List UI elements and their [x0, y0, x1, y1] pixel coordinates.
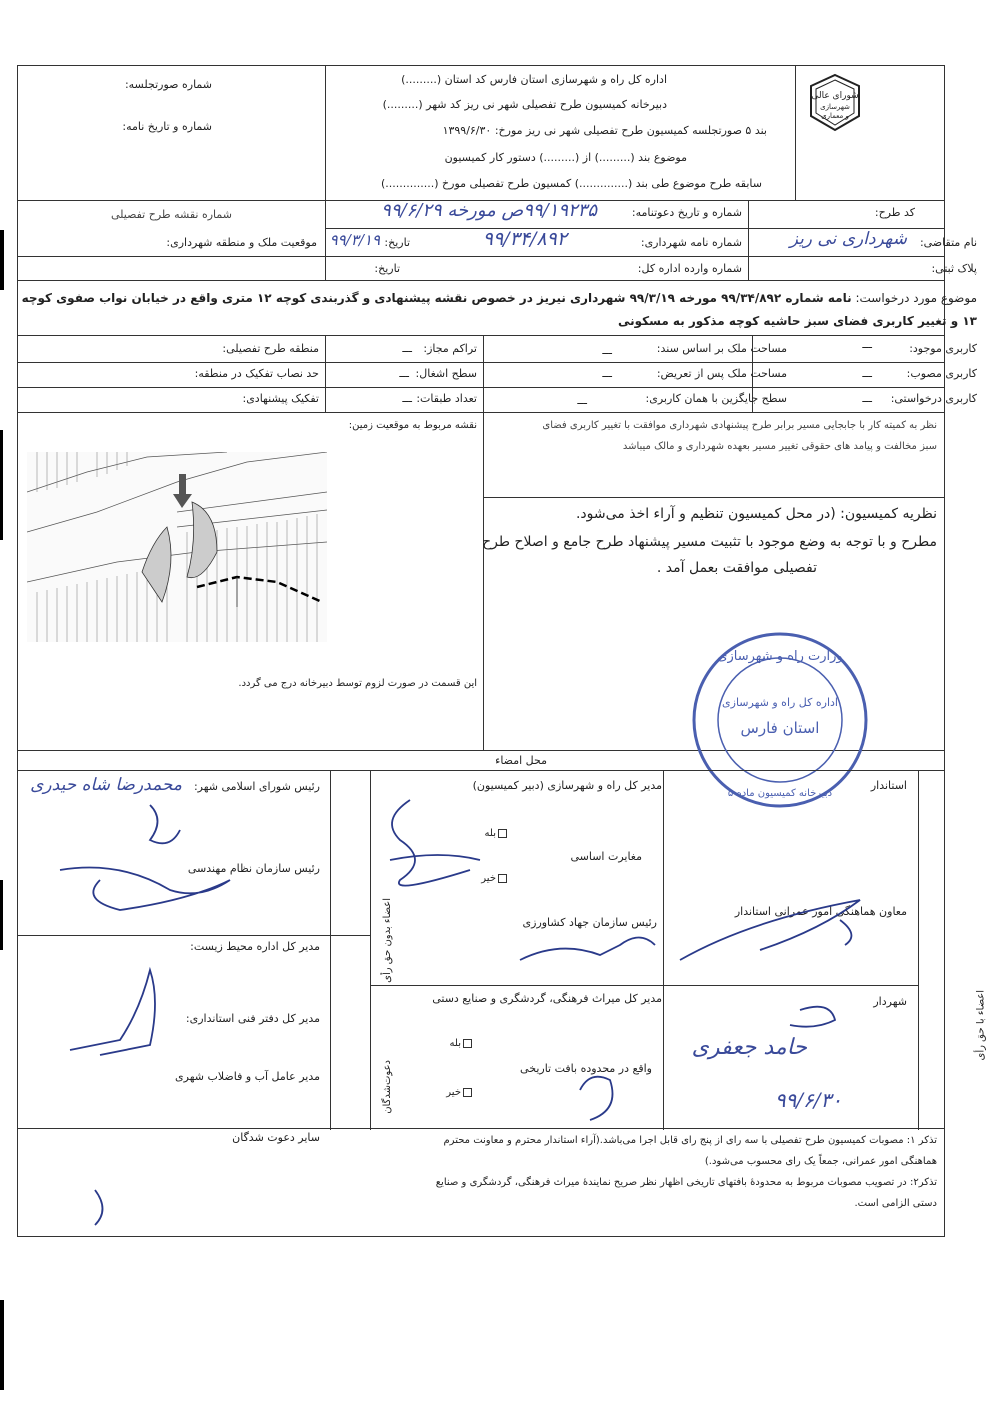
invitation-value: ۹۹/۱۹۲۳۵ص مورخه ۹۹/۶/۲۹	[381, 200, 597, 221]
frame-line	[17, 65, 945, 66]
council-logo	[805, 72, 865, 134]
committee-view-line-2: سبز مخالفت و پیامد های حقوقی تغییر مسیر بعهده شهرداری و مالک میباشد	[622, 441, 937, 452]
frame-line	[330, 770, 331, 1130]
conformity-label: مغایرت اساسی	[570, 850, 642, 863]
occupancy-label: سطح اشغال:	[415, 367, 477, 380]
env-director: مدیر کل اداره محیط زیست:	[190, 940, 320, 953]
scan-edge-mark	[0, 430, 3, 540]
frame-line	[748, 200, 749, 280]
agri-head: رئیس سازمان جهاد کشاورزی	[522, 916, 657, 929]
yes-label: بله	[484, 828, 496, 839]
frame-line	[325, 200, 326, 280]
stamp-middle-text: اداره کل راه و شهرسازی	[722, 696, 838, 709]
invitees-label: دعوت‌شدگان	[382, 1060, 393, 1114]
roads-director: مدیر کل راه و شهرسازی (دبیر کمیسیون)	[472, 779, 662, 792]
replacement-area-label: سطح جایگزین با همان کاربری:	[645, 392, 787, 405]
frame-line	[663, 770, 664, 1130]
no-label: خیر	[481, 873, 496, 884]
frame-line	[17, 362, 945, 363]
date-label-2: تاریخ:	[374, 262, 400, 275]
commission-view-line-2: مطرح و با توجه به وضع موجود با تثبیت مسیر پیشنهاد طرح جامع و اصلاح طرح	[482, 534, 937, 550]
frame-line	[17, 335, 945, 336]
minutes-number-label: شماره صورتجلسه:	[124, 78, 212, 91]
requested-use-value: ـــ	[862, 392, 872, 405]
frame-line	[17, 65, 18, 1237]
frame-line	[17, 1128, 945, 1129]
municipality-letter-label: شماره نامه شهرداری:	[640, 236, 742, 249]
commission-view-line-3: تفصیلی موافقت بعمل آمد .	[656, 560, 817, 576]
map-section-label: نقشه مربوط به موقعیت زمین:	[348, 420, 477, 431]
svg-text:شورای عالی: شورای عالی	[811, 91, 859, 101]
subject-prefix: موضوع مورد درخواست:	[855, 291, 977, 305]
note-2-line-2: دستی الزامی است.	[854, 1198, 937, 1209]
registration-plate-label: پلاک ثبتی:	[931, 262, 977, 275]
approved-use-label: کاربری مصوب:	[906, 367, 977, 380]
frame-line	[483, 335, 484, 412]
frame-line	[17, 280, 945, 281]
members-with-vote-label: اعضاء با حق رأی	[975, 990, 986, 1061]
frame-line	[17, 1236, 945, 1237]
date-value: ۹۹/۳/۱۹	[329, 231, 380, 249]
letter-number-date-label: شماره و تاریخ نامه:	[122, 120, 212, 133]
scan-edge-mark	[0, 880, 3, 950]
governor-label: استاندار	[870, 779, 907, 792]
density-label: تراکم مجاز:	[423, 342, 477, 355]
existing-use-label: کاربری موجود:	[909, 342, 977, 355]
occupancy-value: ـــ	[399, 367, 409, 380]
requested-use-label: کاربری درخواستی:	[890, 392, 977, 405]
yes-option-2[interactable]	[450, 1038, 472, 1049]
water-ceo: مدیر عامل آب و فاضلاب شهری	[175, 1070, 320, 1083]
no-option-1[interactable]	[481, 873, 507, 884]
yes-label: بله	[449, 1038, 461, 1049]
frame-line	[370, 770, 371, 1130]
property-location-label: موقعیت ملک و منطقه شهرداری:	[166, 236, 317, 249]
checkbox-icon	[463, 1039, 472, 1048]
area-deed-label: مساحت ملک بر اساس سند:	[656, 342, 787, 355]
frame-line	[17, 770, 945, 771]
floors-value: ـــ	[402, 392, 412, 405]
frame-line	[918, 770, 919, 1130]
applicant-label: نام متقاضی:	[919, 236, 977, 249]
area-after-label: مساحت ملک پس از تعریض:	[656, 367, 787, 380]
invitation-label: شماره و تاریخ دعوتنامه:	[631, 206, 742, 219]
min-parcel-label: حد نصاب تفکیک در منطقه:	[194, 367, 319, 380]
subject-line-1	[22, 291, 977, 305]
engineering-org-head: رئیس سازمان نظام مهندسی	[187, 862, 320, 875]
frame-line	[483, 412, 484, 750]
frame-line	[795, 65, 796, 201]
mayor-signature-date: ۹۹/۶/۳۰	[774, 1088, 842, 1112]
site-map	[27, 452, 327, 642]
municipality-letter-value: ۹۹/۳۴/۸۹۲	[482, 228, 567, 250]
area-after-value: ـــ	[602, 367, 612, 380]
date-label: تاریخ:	[384, 236, 410, 249]
svg-text:شهرسازی: شهرسازی	[820, 103, 850, 111]
yes-option-1[interactable]	[485, 828, 507, 839]
header-line-4: موضوع بند (.........) از (.........) دستور کار کمیسیون	[444, 151, 687, 164]
note-2-line-1: تذکر۲: در تصویب مصوبات مربوط به محدودۀ بافتهای تاریخی اظهار نظر صریح نمایندۀ میراث فرهنگی، گردشگری و صنایع	[435, 1177, 937, 1188]
header-line-1: اداره کل راه و شهرسازی استان فارس کد استان (.........)	[401, 73, 667, 86]
council-signature-name: محمدرضا شاه حیدری	[30, 775, 182, 795]
floors-label: تعداد طبقات:	[416, 392, 477, 405]
approved-use-value: ـــ	[862, 367, 872, 380]
replacement-area-value: ـــ	[577, 394, 587, 407]
stamp-bottom-text: دبیرخانه کمیسیون ماده ۵	[727, 788, 833, 799]
city-council-head: رئیس شورای اسلامی شهر:	[193, 780, 320, 793]
mayor-label: شهردار	[873, 995, 907, 1008]
plan-code-label: کد طرح:	[874, 206, 915, 219]
members-no-vote-label: اعضاء بدون حق رأی	[382, 898, 393, 983]
note-1-line-2: هماهنگی امور عمرانی، جمعاً یک رای محسوب می‌شود.)	[704, 1156, 937, 1167]
heritage-director: مدیر کل میراث فرهنگی، گردشگری و صنایع دستی	[432, 992, 662, 1005]
note-1-line-1: تذکر ۱: مصوبات کمیسیون طرح تفصیلی با سه رای از پنج رای قابل اجرا می‌باشد.(آراء استاندار محترم و معاونت محترم	[443, 1135, 937, 1146]
header-line-2: دبیرخانه کمیسیون طرح تفصیلی شهر نی ریز کد شهر (.........)	[382, 98, 667, 111]
detail-zone-label: منطقه طرح تفصیلی:	[222, 342, 319, 355]
subject-line-2: ۱۳ و تغییر کاربری فضای سبز حاشیه کوچه مذکور به مسکونی	[617, 314, 977, 328]
frame-line	[325, 65, 326, 201]
no-option-2[interactable]	[446, 1087, 472, 1098]
stamp-outer-text: وزارت راه و شهرسازی	[717, 649, 843, 664]
signature-section-title: محل امضاء	[495, 754, 547, 767]
checkbox-icon	[498, 874, 507, 883]
frame-line	[370, 985, 918, 986]
existing-use-value: ـــ	[862, 338, 872, 351]
applicant-value: شهرداری نی ریز	[789, 229, 907, 249]
plan-map-number-label: شماره نقشه طرح تفصیلی	[110, 208, 232, 221]
frame-line	[325, 335, 326, 412]
no-label: خیر	[446, 1087, 461, 1098]
area-deed-value: ـــ	[602, 344, 612, 357]
deputy-governor-label: معاون هماهنگی امور عمرانی استاندار	[734, 905, 907, 918]
governor-tech-director: مدیر کل دفتر فنی استانداری:	[185, 1012, 320, 1025]
density-value: ـــ	[402, 342, 412, 355]
official-stamp	[688, 628, 873, 813]
svg-text:و معماری: و معماری	[821, 112, 849, 120]
header-line-3: بند ۵ صورتجلسه کمیسیون طرح تفصیلی شهر نی ریز مورخ: ۱۳۹۹/۶/۳۰	[442, 124, 767, 137]
frame-line	[17, 412, 945, 413]
header-line-5: سابقه طرح موضوع طی بند (..............) کمسیون طرح تفصیلی مورخ (..............)	[381, 177, 762, 190]
incoming-number-label: شماره وارده اداره کل:	[637, 262, 742, 275]
scan-edge-mark	[0, 230, 4, 290]
stamp-center-text: استان فارس	[740, 719, 820, 737]
frame-line	[17, 256, 945, 257]
commission-view-heading: نظریه کمیسیون: (در محل کمیسیون تنظیم و آراء اخذ می‌شود.	[575, 506, 937, 522]
others-invited: سایر دعوت شدگان	[232, 1131, 320, 1144]
subject-text-1: نامه شماره ۹۹/۳۴/۸۹۲ مورخه ۹۹/۳/۱۹ شهرداری نیریز در خصوص نقشه پیشنهادی و گذربندی کوچه ۱۲ متری واقع در خیابان نواب صفوی کوچه	[21, 291, 852, 305]
historic-context-label: واقع در محدوده بافت تاریخی	[520, 1062, 652, 1075]
frame-line	[17, 387, 945, 388]
frame-line	[483, 497, 945, 498]
checkbox-icon	[498, 829, 507, 838]
frame-line	[17, 935, 370, 936]
map-section-note: این قسمت در صورت لزوم توسط دبیرخانه درج می گردد.	[238, 678, 477, 689]
committee-view-line-1: نظر به کمیته کار با جابجایی مسیر برابر طرح پیشنهادی شهرداری موافقت با تغییر کاربری فضای	[542, 420, 937, 431]
scan-edge-mark	[0, 1300, 4, 1390]
proposed-parcel-label: تفکیک پیشنهادی:	[242, 392, 319, 405]
checkbox-icon	[463, 1088, 472, 1097]
mayor-signature-name: حامد جعفری	[691, 1035, 807, 1060]
